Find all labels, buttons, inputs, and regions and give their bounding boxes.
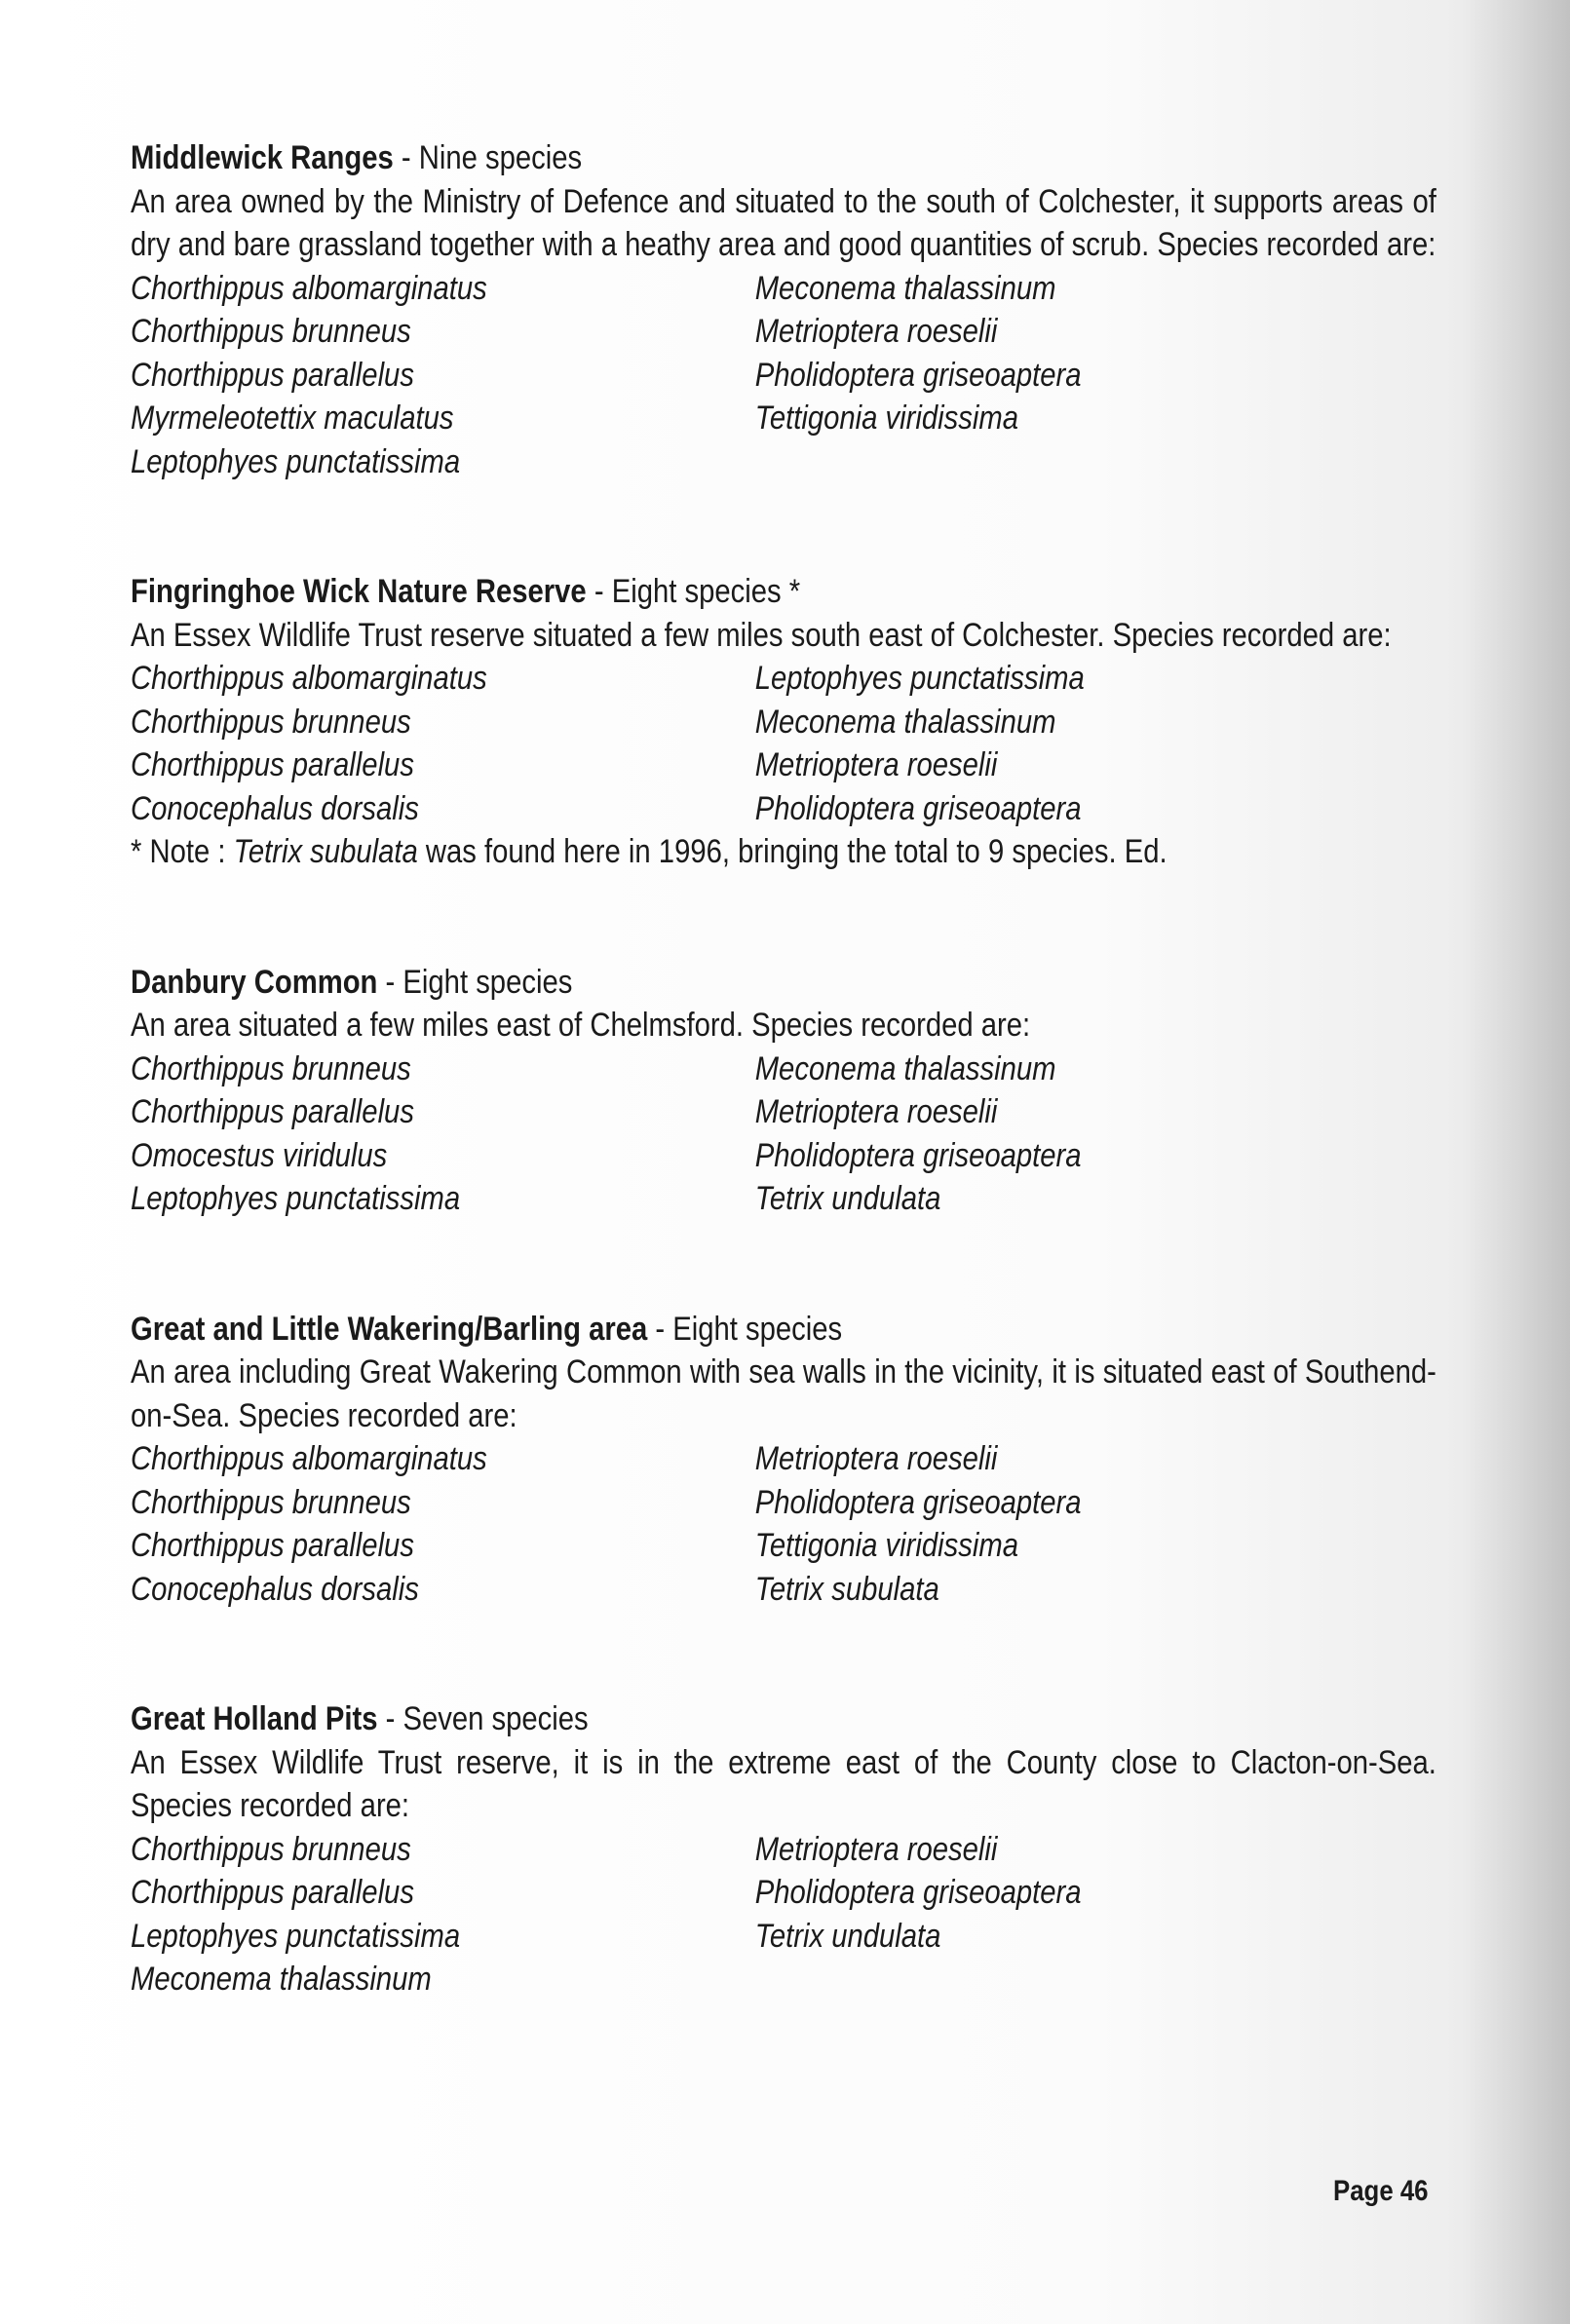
site-heading bbox=[131, 961, 1436, 1005]
species-name: Leptophyes punctatissima bbox=[131, 1180, 461, 1217]
site-heading bbox=[131, 570, 1436, 614]
site-description: An area owned by the Ministry of Defence and situated to the south of Colchester, it supports areas of dry and bare grassland together with a heathy area and good quantities of scrub. Species recorded are: bbox=[131, 182, 1436, 263]
site-description: An Essex Wildlife Trust reserve, it is in the extreme east of the County close to Clacton-on-Sea. Species recorded are: bbox=[131, 1743, 1436, 1824]
site-description: An area situated a few miles east of Chelmsford. Species recorded are: bbox=[131, 1007, 1031, 1044]
note-prefix: * Note : bbox=[131, 833, 234, 870]
species-name: Tettigonia viridissima bbox=[754, 400, 1019, 437]
species-name: Tetrix undulata bbox=[754, 1917, 941, 1955]
species-name: Meconema thalassinum bbox=[754, 703, 1056, 741]
species-name: Meconema thalassinum bbox=[754, 269, 1056, 307]
species-name: Pholidoptera griseoaptera bbox=[754, 789, 1082, 827]
species-list bbox=[131, 1828, 1436, 2001]
species-name: Leptophyes punctatissima bbox=[131, 442, 461, 480]
species-name: Chorthippus albomarginatus bbox=[131, 660, 487, 697]
species-list bbox=[131, 657, 1436, 830]
species-name: Chorthippus brunneus bbox=[131, 313, 411, 350]
species-column-left bbox=[131, 267, 755, 484]
site-heading bbox=[131, 136, 1436, 180]
site-name: Fingringhoe Wick Nature Reserve bbox=[131, 573, 587, 610]
note-species: Tetrix subulata bbox=[233, 833, 418, 870]
species-name: Chorthippus albomarginatus bbox=[131, 1440, 487, 1477]
species-name: Chorthippus brunneus bbox=[131, 703, 411, 741]
site-section-fingringhoe bbox=[131, 570, 1436, 874]
editor-note bbox=[131, 830, 1436, 874]
species-name: Omocestus viridulus bbox=[131, 1136, 388, 1174]
page-number: Page 46 bbox=[1333, 2175, 1429, 2207]
site-section-middlewick bbox=[131, 136, 1436, 483]
species-count: - Eight species * bbox=[594, 573, 801, 610]
species-column-right bbox=[755, 267, 1380, 484]
species-name: Chorthippus albomarginatus bbox=[131, 269, 487, 307]
site-section-wakering bbox=[131, 1308, 1436, 1612]
site-name: Danbury Common bbox=[131, 963, 378, 1001]
species-count: - Eight species bbox=[655, 1310, 843, 1348]
species-name: Tettigonia viridissima bbox=[754, 1527, 1019, 1564]
species-name: Chorthippus brunneus bbox=[131, 1049, 411, 1087]
species-count: - Eight species bbox=[385, 963, 573, 1001]
species-name: Metrioptera roeselii bbox=[754, 746, 998, 783]
site-heading bbox=[131, 1697, 1436, 1741]
species-name: Meconema thalassinum bbox=[131, 1961, 432, 1998]
species-name: Leptophyes punctatissima bbox=[754, 660, 1085, 697]
species-count: - Seven species bbox=[385, 1700, 589, 1737]
species-name: Chorthippus parallelus bbox=[131, 1874, 414, 1911]
species-name: Chorthippus brunneus bbox=[131, 1483, 411, 1521]
species-name: Chorthippus parallelus bbox=[131, 356, 414, 394]
site-section-danbury bbox=[131, 961, 1436, 1221]
site-section-great-holland bbox=[131, 1697, 1436, 2001]
species-name: Leptophyes punctatissima bbox=[131, 1917, 461, 1955]
species-name: Metrioptera roeselii bbox=[754, 313, 998, 350]
site-description: An Essex Wildlife Trust reserve situated a few miles south east of Colchester. Species recorded are: bbox=[131, 616, 1392, 654]
species-column-right bbox=[755, 1828, 1380, 2001]
species-column-left bbox=[131, 1437, 755, 1611]
species-name: Pholidoptera griseoaptera bbox=[754, 1483, 1082, 1521]
species-column-right bbox=[755, 657, 1380, 830]
site-name: Great Holland Pits bbox=[131, 1700, 378, 1737]
species-list bbox=[131, 267, 1436, 484]
content bbox=[131, 136, 1436, 2088]
species-column-left bbox=[131, 657, 755, 830]
species-name: Metrioptera roeselii bbox=[754, 1093, 998, 1130]
species-name: Chorthippus brunneus bbox=[131, 1830, 411, 1868]
species-name: Conocephalus dorsalis bbox=[131, 1570, 419, 1608]
species-count: - Nine species bbox=[401, 139, 583, 176]
species-name: Metrioptera roeselii bbox=[754, 1830, 998, 1868]
species-column-right bbox=[755, 1437, 1380, 1611]
species-name: Tetrix undulata bbox=[754, 1180, 941, 1217]
site-name: Middlewick Ranges bbox=[131, 139, 394, 176]
species-name: Pholidoptera griseoaptera bbox=[754, 1874, 1082, 1911]
species-name: Chorthippus parallelus bbox=[131, 1093, 414, 1130]
species-name: Conocephalus dorsalis bbox=[131, 789, 419, 827]
species-list bbox=[131, 1437, 1436, 1611]
site-name: Great and Little Wakering/Barling area bbox=[131, 1310, 648, 1348]
note-suffix: was found here in 1996, bringing the total to 9 species. Ed. bbox=[417, 833, 1168, 870]
species-name: Meconema thalassinum bbox=[754, 1049, 1056, 1087]
species-column-left bbox=[131, 1048, 755, 1221]
species-name: Pholidoptera griseoaptera bbox=[754, 356, 1082, 394]
site-description: An area including Great Wakering Common with sea walls in the vicinity, it is situated east of Southend-on-Sea. Species recorded are: bbox=[131, 1353, 1436, 1434]
species-name: Metrioptera roeselii bbox=[754, 1440, 998, 1477]
species-name: Chorthippus parallelus bbox=[131, 746, 414, 783]
species-name: Myrmeleotettix maculatus bbox=[131, 400, 454, 437]
page-edge-shadow bbox=[1463, 0, 1570, 2324]
species-column-right bbox=[755, 1048, 1380, 1221]
species-name: Pholidoptera griseoaptera bbox=[754, 1136, 1082, 1174]
species-list bbox=[131, 1048, 1436, 1221]
site-heading bbox=[131, 1308, 1436, 1352]
species-column-left bbox=[131, 1828, 755, 2001]
species-name: Tetrix subulata bbox=[754, 1570, 939, 1608]
species-name: Chorthippus parallelus bbox=[131, 1527, 414, 1564]
